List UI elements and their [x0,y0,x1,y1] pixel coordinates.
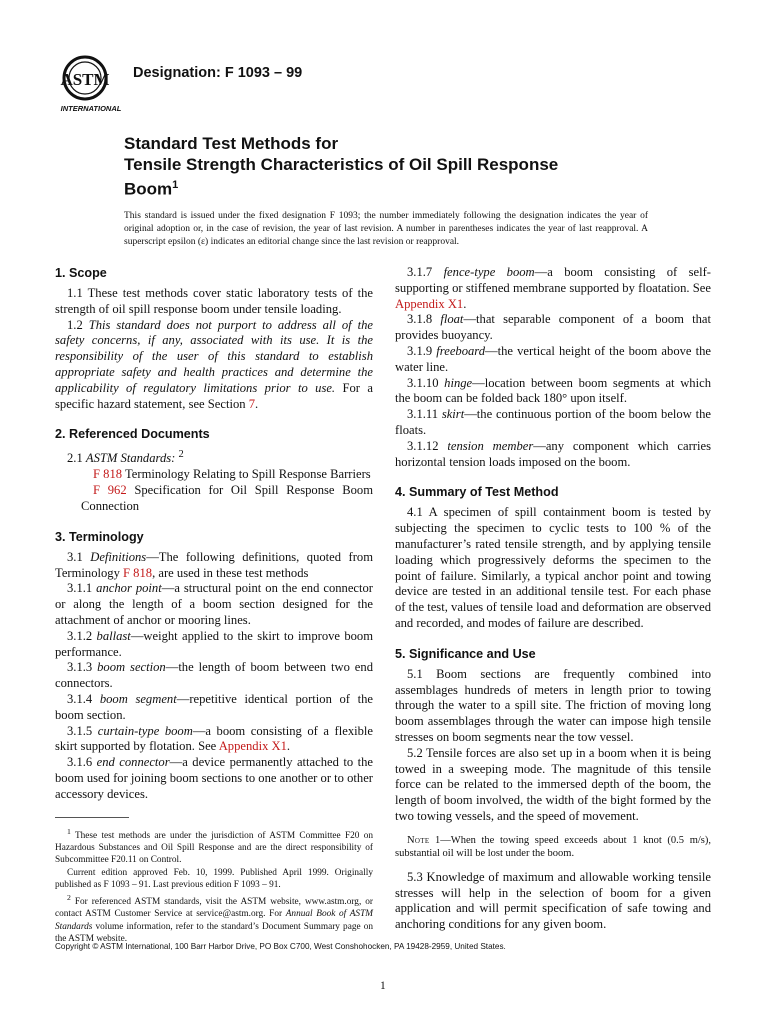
title-footnote-mark: 1 [172,179,179,191]
para-4-1: 4.1 A specimen of spill containment boom is tested by subjecting the specimen to cyclic tests to 100 % of the manufacturer’s rated tensile strength, and by applying tensile loading which progressively deforms the specimen to the point of failure. Similarly, a typical anchor point and towing device are tested in an additional tensile test. For each phase of the test, values of tensile load and deformation are observed and recorded, and modes of failure are described. [395,505,711,630]
term-float: 3.1.8 float—that separable component of a boom that provides buoyancy. [395,312,711,343]
title-line-2: Tensile Strength Characteristics of Oil Spill Response [124,154,559,174]
f962-link[interactable]: F 962 [93,483,127,498]
term-boom-segment: 3.1.4 boom segment—repetitive identical portion of the boom section. [55,691,373,722]
terminology-f818-link[interactable]: F 818 [123,565,153,580]
footnote-1: $^1$ These test methods are under the jurisdiction of ASTM Committee F20 on Hazardous Substances and Oil Spill Response and are the direct responsibility of Subcommittee F20.11 on Control. [55,826,373,866]
term-hinge: 3.1.10 hinge—location between boom segments at which the boom can be folded back 180° upon itself. [395,375,711,406]
note-1: Note 1—When the towing speed exceeds about 1 knot (0.5 m/s), substantial oil will be lost under the boom. [395,834,711,860]
f818-link[interactable]: F 818 [93,467,123,482]
section-1-heading: 1. Scope [55,266,107,280]
section-3-heading: 3. Terminology [55,529,144,544]
section-2-heading: 2. Referenced Documents [55,427,210,442]
logo-subtext: INTERNATIONAL [60,104,122,113]
para-1-1: 1.1 These test methods cover static laboratory tests of the strength of oil spill response boom under tensile loading. [55,286,373,316]
para-1-2: 1.2 This standard does not purport to address all of the safety concerns, if any, associated with its use. It is the responsibility of the user of this standard to establish appropriate safety and health practices and determine the applicability of regulatory limitations prior to use. For a specific hazard statement, see Section 7. [55,317,373,411]
section-4-heading: 4. Summary of Test Method [395,485,559,500]
para-5-1: 5.1 Boom sections are frequently combined into assemblages hundreds of meters in length prior to towing through the water to a spill site. The friction of moving long boom assemblages through the water can impose high tensile stresses on boom segments near the tow vessel. [395,666,711,744]
para-5-2: 5.2 Tensile forces are also set up in a boom when it is being towed in a sweeping mode. The magnitude of this tensile force can be related to the immersed depth of the boom, the length of boom involved, the width of the bight formed by the two towing vessels, and the speed of movement. [395,745,711,823]
right-column [395,265,711,933]
para-5-3: 5.3 Knowledge of maximum and allowable working tensile stresses will help in the selection of boom for a given application and will permit specification of safe towing and anchoring conditions for any given boom. [395,869,711,932]
appendix-x1-link[interactable]: Appendix X1 [218,739,287,754]
footnote-1-edition: Current edition approved Feb. 10, 1999. Published April 1999. Originally published as F 1093 – 91. Last previous edition F 1093 – 91. [55,867,373,891]
title-line-3: Boom [124,179,173,199]
para-2-1: 2.1 ASTM Standards: $^2$ [67,449,184,466]
document-title [124,134,684,200]
left-column [55,265,373,945]
footnote-divider [55,817,129,818]
term-curtain-type-boom: 3.1.5 curtain-type boom—a boom consisting of a flexible skirt supported by flotation. See Appendix X1. [55,723,373,754]
issuance-statement: This standard is issued under the fixed designation F 1093; the number immediately following the designation indicates the year of original adoption or, in the case of revision, the year of last revision. A number in parentheses indicates the year of last reapproval. A superscript epsilon (ε) indicates an editorial change since the last revision or reapproval. [124,211,648,247]
para-3-1: 3.1 Definitions—The following definitions, quoted from Terminology F 818, are used in these test methods [55,549,373,580]
section-5-heading: 5. Significance and Use [395,646,536,661]
astm-logo [58,53,124,115]
term-skirt: 3.1.11 skirt—the continuous portion of the boom below the floats. [395,407,711,437]
term-freeboard: 3.1.9 freeboard—the vertical height of the boom above the water line. [395,343,711,374]
section-7-link[interactable]: 7 [248,396,256,411]
term-end-connector: 3.1.6 end connector—a device permanently attached to the boom used for joining boom sections to one another or to other accessory devices. [55,755,373,801]
title-line-1: Standard Test Methods for [124,134,339,153]
page-number: 1 [380,980,386,992]
designation: Designation: F 1093 – 99 [133,65,303,81]
appendix-x1-link-2[interactable]: Appendix X1 [395,296,464,311]
term-fence-type-boom: 3.1.7 fence-type boom—a boom consisting of self-supporting or stiffened membrane supported by floatation. See Appendix X1. [395,265,711,311]
term-anchor-point: 3.1.1 anchor point—a structural point on the end connector or along the length of a boom section designed for the attachment of anchor or mooring lines. [55,581,373,627]
footnote-2: $^2$ For referenced ASTM standards, visit the ASTM website, www.astm.org, or contact ASTM Customer Service at service@astm.org. For Annual Book of ASTM Standards volume information, refer to the standard’s Document Summary page on the ASTM website. [55,892,373,944]
reference-f818: F 818 Terminology Relating to Spill Response Barriers [93,467,371,482]
term-boom-section: 3.1.3 boom section—the length of boom between two end connectors. [55,660,373,691]
logo-text: ASTM [60,70,110,89]
term-tension-member: 3.1.12 tension member—any component which carries horizontal tension loads imposed on the boom. [395,438,711,469]
reference-f962: F 962 Specification for Oil Spill Response Boom Connection [81,483,373,513]
term-ballast: 3.1.2 ballast—weight applied to the skirt to improve boom performance. [55,628,374,659]
copyright-notice: Copyright © ASTM International, 100 Barr Harbor Drive, PO Box C700, West Conshohocken, PA 19428-2959, United States. [55,942,506,951]
